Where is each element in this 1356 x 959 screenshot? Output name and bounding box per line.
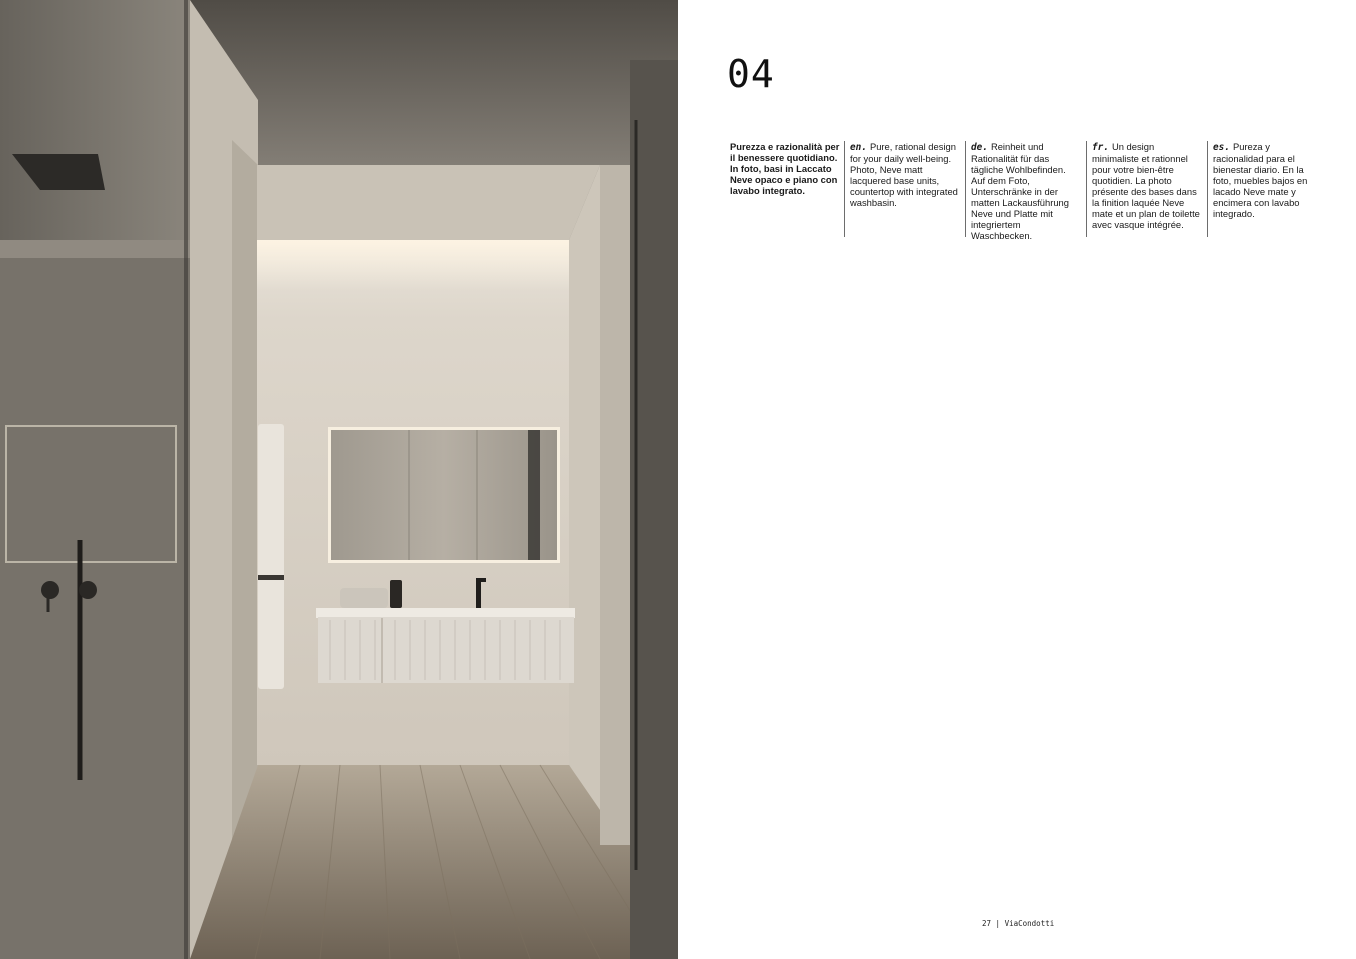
caption-en-code: en. [850, 142, 867, 153]
brand-name: ViaCondotti [1004, 919, 1055, 928]
caption-en [844, 141, 960, 237]
section-number: 04 [727, 52, 775, 96]
caption-it [730, 141, 840, 196]
footer-separator: | [995, 919, 1001, 928]
caption-de [965, 141, 1081, 241]
caption-es [1207, 141, 1323, 237]
caption-fr-text: Un design minimaliste et rationnel pour votre bien-être quotidien. La photo présente des bases dans la finition laquée Neve mate et un plan de toilette avec vasque intégrée. [1092, 141, 1200, 230]
caption-de-text: Reinheit und Rationalität für das tägliche Wohlbefinden. Auf dem Foto, Unterschränke in der matten Lackausführung Neve und Platte mit integriertem Waschbecken. [971, 141, 1069, 241]
caption-es-text: Pureza y racionalidad para el bienestar diario. En la foto, muebles bajos en lacado Neve mate y encimera con lavabo integrado. [1213, 141, 1308, 219]
caption-fr-code: fr. [1092, 142, 1109, 153]
page-number: 27 [982, 919, 992, 928]
page-footer [982, 919, 1054, 928]
caption-es-code: es. [1213, 142, 1230, 153]
caption-it-text: Purezza e razionalità per il benessere quotidiano. In foto, basi in Laccato Neve opaco e piano con lavabo integrato. [730, 141, 840, 196]
multilingual-captions [730, 141, 1330, 241]
caption-de-code: de. [971, 142, 988, 153]
text-page [678, 0, 1356, 959]
caption-fr [1086, 141, 1202, 237]
caption-en-text: Pure, rational design for your daily well-being. Photo, Neve matt lacquered base units, countertop with integrated washbasin. [850, 141, 958, 208]
